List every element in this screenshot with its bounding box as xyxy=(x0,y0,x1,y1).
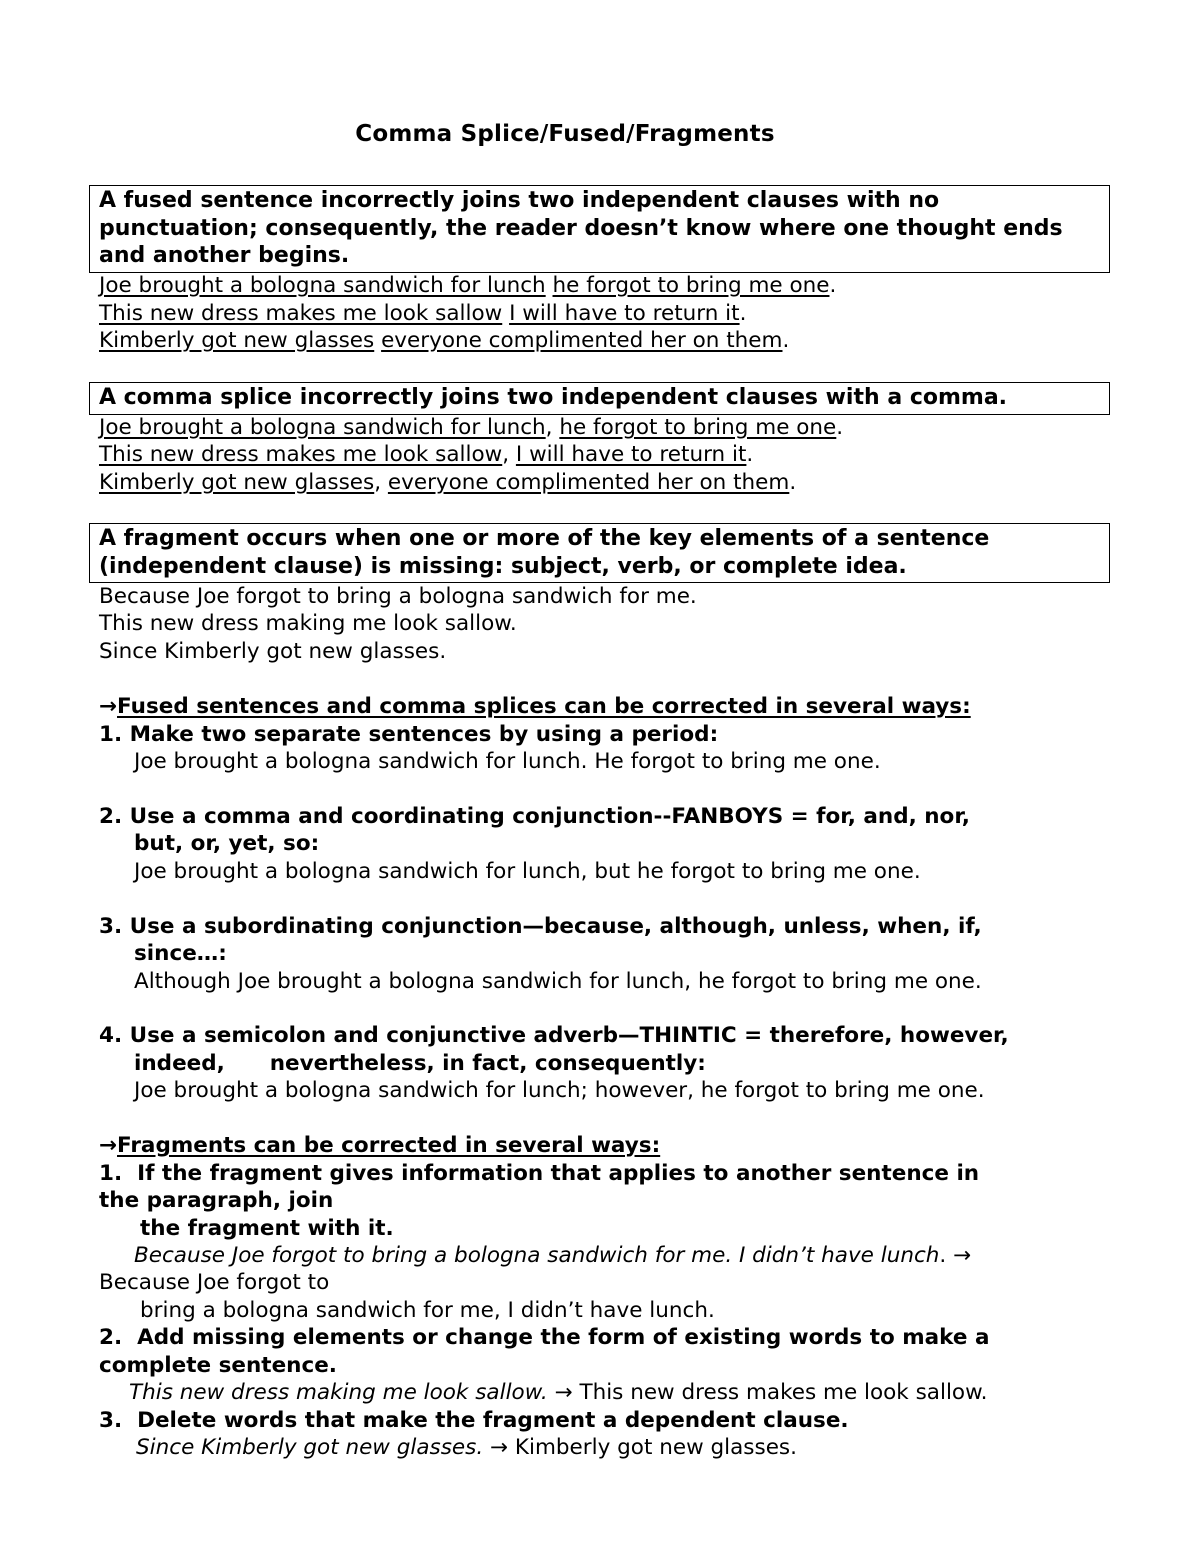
fused-example-1: Joe brought a bologna sandwich for lunch he forgot to bring me one. xyxy=(99,273,837,298)
fused-correction-3-rule-cont: since…: xyxy=(134,941,227,966)
fragment-example-2: This new dress making me look sallow. xyxy=(99,611,517,636)
fragment-example-1: Because Joe forgot to bring a bologna sandwich for me. xyxy=(99,584,697,609)
fused-correction-4-rule-cont: indeed, nevertheless, in fact, consequently: xyxy=(134,1051,706,1076)
fused-corrections-heading: →Fused sentences and comma splices can be corrected in several ways: xyxy=(99,694,971,719)
fragment-correction-1-rule-cont2: the fragment with it. xyxy=(140,1216,394,1241)
fragment-correction-2-example: This new dress making me look sallow. → This new dress makes me look sallow. xyxy=(129,1380,988,1405)
fragment-definition: A fragment occurs when one or more of the key elements of a sentence (independent clause) is missing: subject, verb, or complete idea. xyxy=(99,526,990,579)
fragment-correction-1-after: Because Joe forgot to xyxy=(99,1270,330,1295)
splice-example-1: Joe brought a bologna sandwich for lunch, he forgot to bring me one. xyxy=(99,415,844,440)
right-arrow-icon: → xyxy=(99,694,118,719)
fused-correction-3-rule: 3. Use a subordinating conjunction—because, although, unless, when, if, xyxy=(99,914,982,939)
fragment-correction-3-rule: 3. Delete words that make the fragment a dependent clause. xyxy=(99,1408,849,1433)
fragment-example-3: Since Kimberly got new glasses. xyxy=(99,639,447,664)
fused-example-2: This new dress makes me look sallow I will have to return it. xyxy=(99,301,747,326)
fused-correction-4-rule: 4. Use a semicolon and conjunctive adverb—THINTIC = therefore, however, xyxy=(99,1023,1009,1048)
fused-correction-1-rule: 1. Make two separate sentences by using a period: xyxy=(99,722,719,747)
fused-correction-2-rule-cont: but, or, yet, so: xyxy=(134,831,320,856)
fragment-correction-3-example: Since Kimberly got new glasses. → Kimberly got new glasses. xyxy=(136,1435,797,1460)
fragment-correction-1-after-cont: bring a bologna sandwich for me, I didn’t have lunch. xyxy=(140,1298,715,1323)
fused-correction-2-rule: 2. Use a comma and coordinating conjunction--FANBOYS = for, and, nor, xyxy=(99,804,970,829)
fused-correction-2-example: Joe brought a bologna sandwich for lunch, but he forgot to bring me one. xyxy=(134,859,921,884)
fused-example-3: Kimberly got new glasses everyone complimented her on them. xyxy=(99,328,790,353)
fused-definition-box xyxy=(89,185,1110,273)
fused-correction-3-example: Although Joe brought a bologna sandwich for lunch, he forgot to bring me one. xyxy=(134,969,982,994)
page-title: Comma Splice/Fused/Fragments xyxy=(355,121,775,147)
fragment-correction-2-rule: 2. Add missing elements or change the form of existing words to make a xyxy=(99,1325,990,1350)
splice-example-3: Kimberly got new glasses, everyone complimented her on them. xyxy=(99,470,797,495)
right-arrow-icon: → xyxy=(99,1133,118,1158)
fragment-correction-1-rule-cont: the paragraph, join xyxy=(99,1188,334,1213)
fragment-correction-1-rule: 1. If the fragment gives information that applies to another sentence in xyxy=(99,1161,980,1186)
splice-example-2: This new dress makes me look sallow, I will have to return it. xyxy=(99,442,754,467)
splice-definition: A comma splice incorrectly joins two independent clauses with a comma. xyxy=(99,385,1008,410)
fragment-definition-box xyxy=(89,523,1110,583)
fragment-corrections-heading: →Fragments can be corrected in several ways: xyxy=(99,1133,661,1158)
fused-definition: A fused sentence incorrectly joins two independent clauses with no punctuation; consequently, the reader doesn’t know where one thought ends and another begins. xyxy=(99,188,1063,268)
fused-correction-1-example: Joe brought a bologna sandwich for lunch. He forgot to bring me one. xyxy=(134,749,881,774)
fragment-correction-1-before: Because Joe forgot to bring a bologna sandwich for me. I didn’t have lunch. → xyxy=(134,1243,972,1268)
fused-correction-4-example: Joe brought a bologna sandwich for lunch; however, he forgot to bring me one. xyxy=(134,1078,985,1103)
fragment-correction-2-rule-cont: complete sentence. xyxy=(99,1353,337,1378)
splice-definition-box xyxy=(89,382,1110,415)
